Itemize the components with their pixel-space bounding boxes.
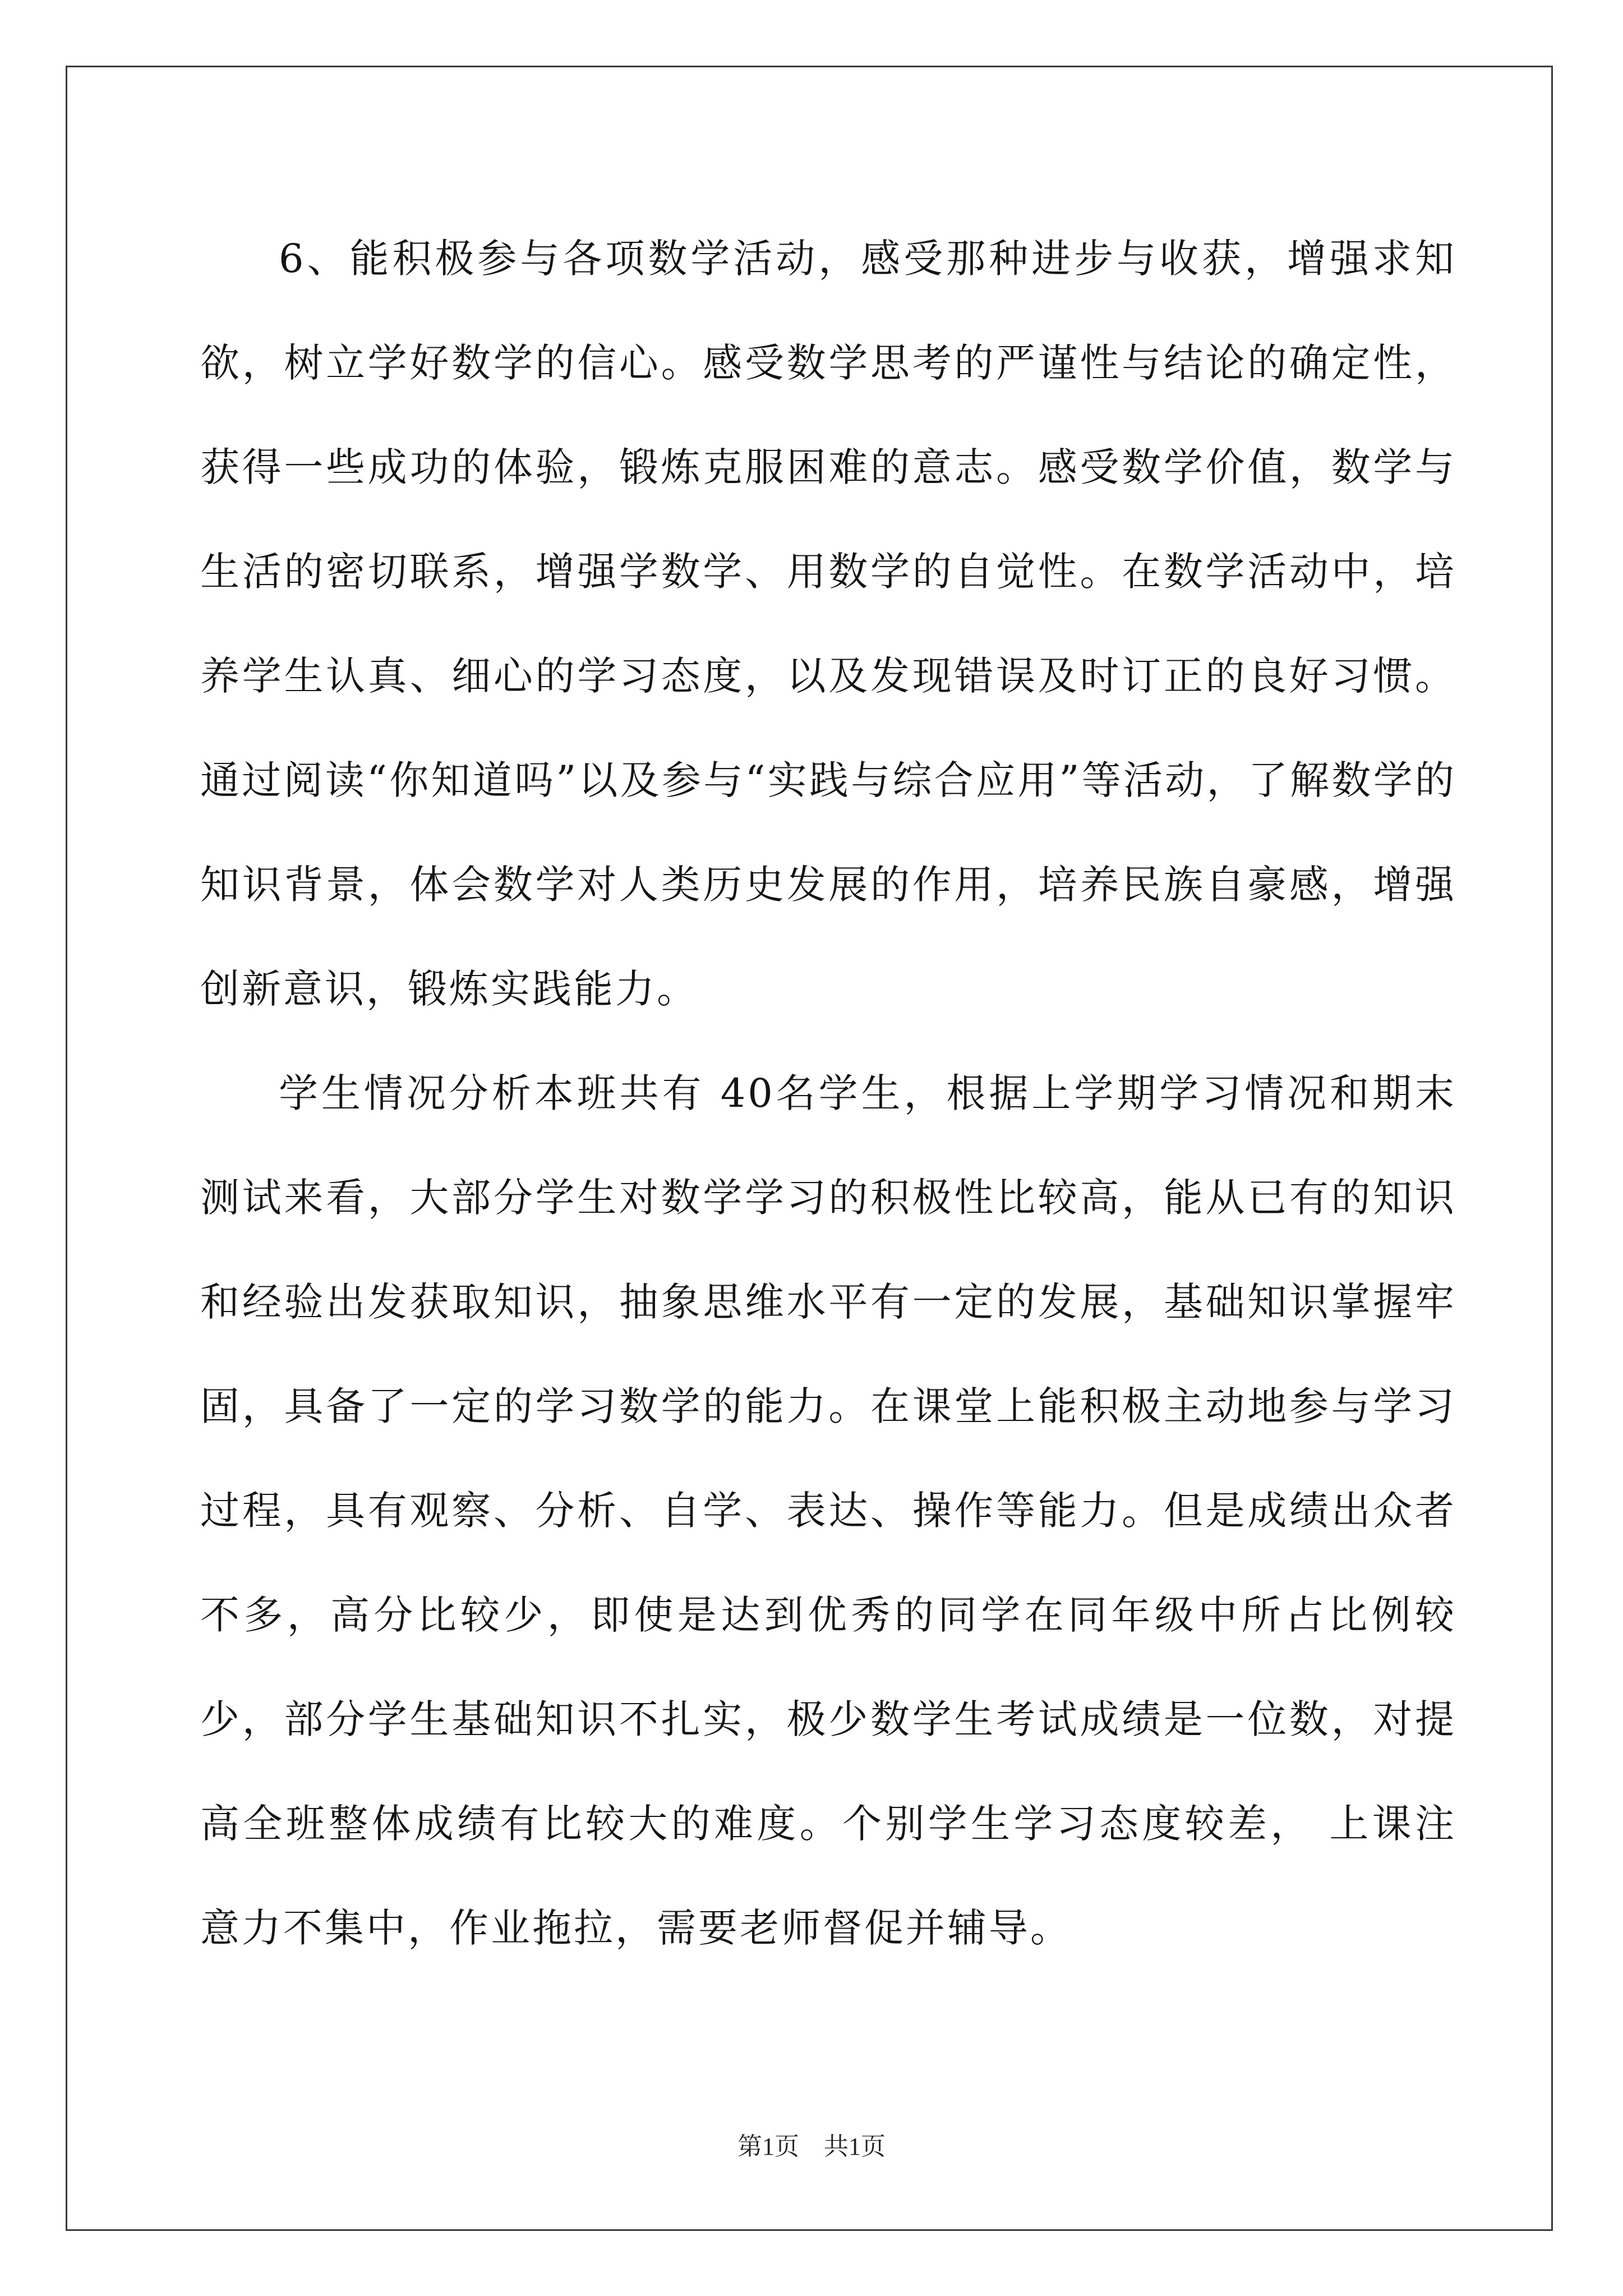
document-body xyxy=(200,206,1456,1980)
page-footer: 第1页 共1页 xyxy=(737,2133,886,2160)
paragraph-goals: 6、能积极参与各项数学活动，感受那种进步与收获，增强求知欲，树立学好数学的信心。感受数学思考的严谨性与结论的确定性，获得一些成功的体验，锻炼克服困难的意志。感受数学价值，数学与生活的密切联系，增强学数学、用数学的自觉性。在数学活动中，培养学生认真、细心的学习态度，以及发现错误及时订正的良好习惯。通过阅读“你知道吗”以及参与“实践与综合应用”等活动，了解数学的知识背景，体会数学对人类历史发展的作用，培养民族自豪感，增强创新意识，锻炼实践能力。 xyxy=(200,236,1456,1012)
paragraph-student-analysis: 学生情况分析本班共有 40名学生，根据上学期学习情况和期末测试来看，大部分学生对数学学习的积极性比较高，能从已有的知识和经验出发获取知识，抽象思维水平有一定的发展，基础知识掌握牢固，具备了一定的学习数学的能力。在课堂上能积极主动地参与学习过程，具有观察、分析、自学、表达、操作等能力。但是成绩出众者不多，高分比较少，即使是达到优秀的同学在同年级中所占比例较少，部分学生基础知识不扎实，极少数学生考试成绩是一位数，对提高全班整体成绩有比较大的难度。个别学生学习态度较差， 上课注意力不集中，作业拖拉，需要老师督促并辅导。 xyxy=(200,1070,1456,1951)
